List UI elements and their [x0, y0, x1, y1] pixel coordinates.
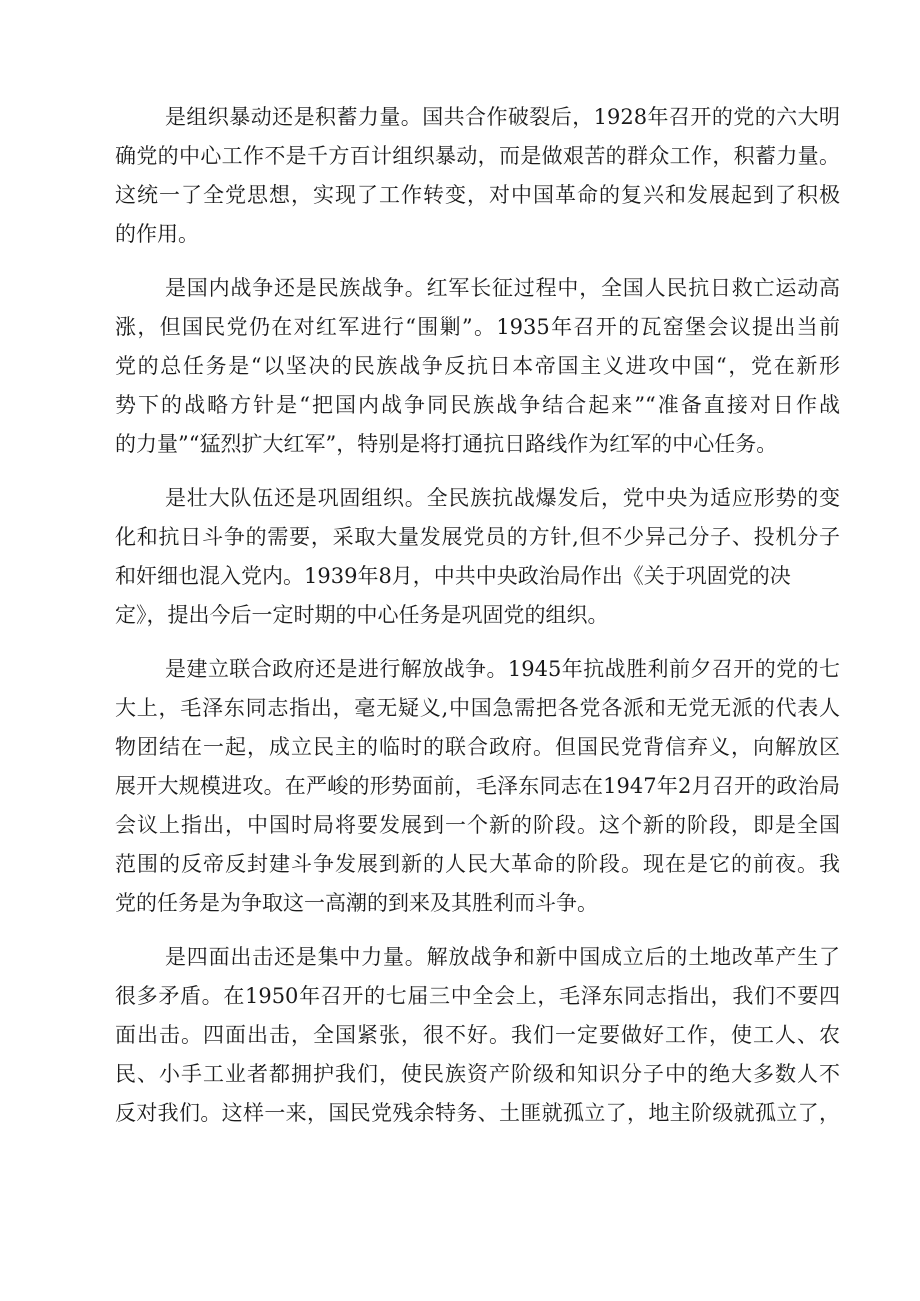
- text-line: 的作用。: [115, 222, 199, 246]
- text-line: 很多矛盾。在1950年召开的七届三中全会上，毛泽东同志指出，我们不要四: [115, 984, 840, 1008]
- text-line: 民、小手工业者都拥护我们，使民族资产阶级和知识分子中的绝大多数人不: [115, 1062, 840, 1086]
- text-line: 是壮大队伍还是巩固组织。全民族抗战爆发后，党中央为适应形势的变: [165, 486, 840, 510]
- text-line: 大上，毛泽东同志指出，毫无疑义,中国急需把各党各派和无党无派的代表人: [115, 696, 840, 720]
- text-line: 是四面出击还是集中力量。解放战争和新中国成立后的土地改革产生了: [165, 945, 840, 969]
- text-line: 反对我们。这样一来，国民党残余特务、土匪就孤立了，地主阶级就孤立了，: [115, 1101, 840, 1125]
- text-line: 定》，提出今后一定时期的中心任务是巩固党的组织。: [115, 603, 609, 627]
- text-line: 党的总任务是“以坚决的民族战争反抗日本帝国主义进攻中国“，党在新形: [115, 354, 840, 378]
- text-line: 党的任务是为争取这一高潮的到来及其胜利而斗争。: [115, 891, 598, 915]
- text-line: 面出击。四面出击，全国紧张，很不好。我们一定要做好工作，使工人、农: [115, 1023, 840, 1047]
- text-line: 是国内战争还是民族战争。红军长征过程中，全国人民抗日救亡运动高: [165, 276, 840, 300]
- text-line: 范围的反帝反封建斗争发展到新的人民大革命的阶段。现在是它的前夜。我: [115, 852, 840, 876]
- paragraph-3: [115, 479, 840, 635]
- text-line: 势下的战略方针是“把国内战争同民族战争结合起来”“准备直接对日作战: [115, 393, 840, 417]
- text-line: 会议上指出，中国时局将要发展到一个新的阶段。这个新的阶段，即是全国: [115, 813, 840, 837]
- paragraph-2: [115, 269, 840, 464]
- text-line: 展开大规模进攻。在严峻的形势面前，毛泽东同志在1947年2月召开的政治局: [115, 774, 840, 798]
- text-line: 的力量”“猛烈扩大红军”，特别是将打通抗日路线作为红军的中心任务。: [115, 432, 778, 456]
- text-line: 和奸细也混入党内。1939年8月，中共中央政治局作出《关于巩固党的决: [115, 564, 791, 588]
- text-line: 涨，但国民党仍在对红军进行“围剿”。1935年召开的瓦窑堡会议提出当前: [115, 315, 840, 339]
- text-line: 这统一了全党思想，实现了工作转变，对中国革命的复兴和发展起到了积极: [115, 183, 840, 207]
- text-line: 是建立联合政府还是进行解放战争。1945年抗战胜利前夕召开的党的七: [165, 657, 840, 681]
- paragraph-4: [115, 650, 840, 923]
- document-page: [115, 98, 840, 1133]
- text-line: 是组织暴动还是积蓄力量。国共合作破裂后，1928年召开的党的六大明: [165, 105, 840, 129]
- paragraph-5: [115, 938, 840, 1133]
- text-line: 化和抗日斗争的需要，采取大量发展党员的方针,但不少异己分子、投机分子: [115, 525, 840, 549]
- text-line: 确党的中心工作不是千方百计组织暴动，而是做艰苦的群众工作，积蓄力量。: [115, 144, 840, 168]
- paragraph-1: [115, 98, 840, 254]
- text-line: 物团结在一起，成立民主的临时的联合政府。但国民党背信弃义，向解放区: [115, 735, 840, 759]
